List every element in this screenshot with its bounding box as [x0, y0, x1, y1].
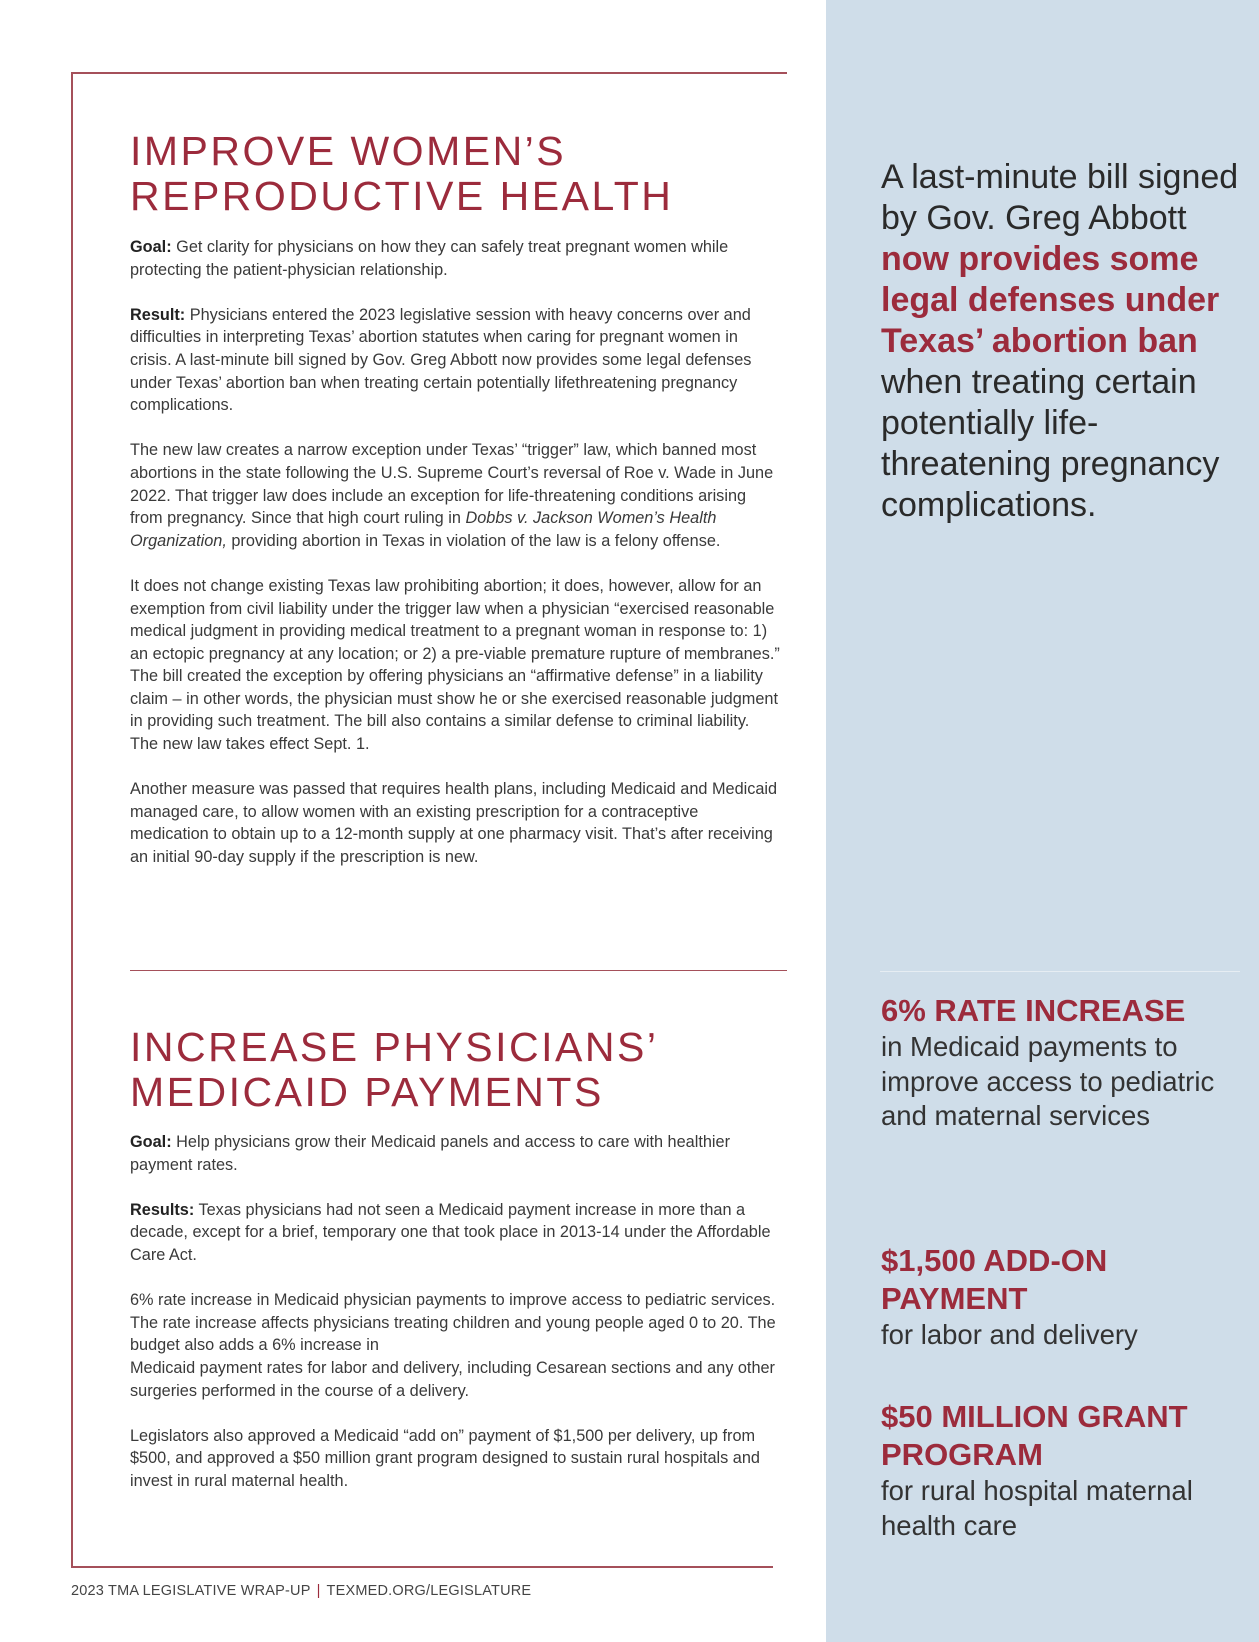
- section-title-womens-health: [130, 129, 673, 219]
- goal-paragraph: [130, 1131, 780, 1176]
- stat-caption: in Medicaid payments to improve access to pediatric and maternal services: [881, 1031, 1215, 1131]
- title-line: IMPROVE WOMEN’S: [130, 128, 567, 174]
- pull-quote: [881, 157, 1241, 526]
- section-body-womens-health: [130, 236, 780, 891]
- case-name: Dobbs v. Jackson Women’s Health Organization,: [130, 509, 717, 550]
- paragraph-text: 6% rate increase in Medicaid physician payments to improve access to pediatric services. The rate increase affects physicians treating children and young people aged 0 to 20. The budget also adds a 6% increase in: [130, 1291, 776, 1355]
- pull-quote-text: A last-minute bill signed by Gov. Greg Abbott: [881, 158, 1239, 237]
- frame-left-rule: [71, 72, 73, 1568]
- stat-headline: $50 MILLION GRANT PROGRAM: [881, 1399, 1188, 1472]
- body-paragraph: [130, 439, 780, 552]
- footer-url: TEXMED.ORG/LEGISLATURE: [326, 1583, 532, 1599]
- frame-bottom-rule: [71, 1566, 773, 1568]
- result-label: Result:: [130, 305, 186, 324]
- section-body-medicaid-payments: [130, 1131, 780, 1515]
- footer-publication: 2023 TMA LEGISLATIVE WRAP-UP: [71, 1583, 311, 1599]
- sidebar-divider: [880, 971, 1240, 972]
- paragraph-text: providing abortion in Texas in violation of the law is a felony offense.: [226, 531, 721, 550]
- stat-caption: for labor and delivery: [881, 1319, 1138, 1350]
- result-paragraph: [130, 1199, 780, 1267]
- footer-separator: |: [316, 1583, 321, 1599]
- title-line: INCREASE PHYSICIANS’: [130, 1024, 659, 1070]
- goal-label: Goal:: [130, 238, 172, 256]
- page-footer: [71, 1583, 531, 1599]
- paragraph-text: The new law creates a narrow exception under Texas’ “trigger” law, which banned most abortions in the state following the U.S. Supreme Court’s reversal of Roe v. Wade in June 2022. That trigger law does include an exception for life-threatening conditions arising from pregnancy. Since that high court ruling in: [130, 441, 774, 528]
- goal-paragraph: [130, 236, 780, 281]
- goal-text: Get clarity for physicians on how they can safely treat pregnant women while protecting the patient-physician relationship.: [130, 238, 729, 279]
- stat-headline: 6% RATE INCREASE: [881, 993, 1186, 1028]
- stat-grant-program: [881, 1398, 1241, 1543]
- stat-add-on-payment: [881, 1242, 1241, 1353]
- result-label: Results:: [130, 1200, 195, 1219]
- pull-quote-highlight: now provides some legal defenses under Texas’ abortion ban: [881, 240, 1220, 360]
- goal-text: Help physicians grow their Medicaid panels and access to care with healthier payment rates.: [130, 1133, 730, 1174]
- stat-rate-increase: [881, 992, 1241, 1134]
- body-paragraph: Legislators also approved a Medicaid “add on” payment of $1,500 per delivery, up from $500, and approved a $50 million grant program designed to sustain rural hospitals and invest in rural maternal health.: [130, 1426, 760, 1490]
- stat-caption: for rural hospital maternal health care: [881, 1475, 1193, 1541]
- body-paragraph: It does not change existing Texas law prohibiting abortion; it does, however, allow for an exemption from civil liability under the trigger law when a physician “exercised reasonable medical judgment in providing medical treatment to a pregnant woman in response to: 1) an ectopic pregnancy at any location; or 2) a pre-viable premature rupture of membranes.” The bill created the exception by offering physicians an “affirmative defense” in a liability claim – in other words, the physician must show he or she exercised reasonable judgment in providing such treatment. The bill also contains a similar defense to criminal liability. The new law takes effect Sept. 1.: [130, 576, 780, 754]
- title-line: REPRODUCTIVE HEALTH: [130, 173, 674, 219]
- body-paragraph: [130, 1289, 780, 1402]
- section-title-medicaid-payments: [130, 1025, 658, 1115]
- goal-label: Goal:: [130, 1133, 172, 1151]
- frame-top-rule: [71, 72, 787, 74]
- result-text: Texas physicians had not seen a Medicaid payment increase in more than a decade, except for a brief, temporary one that took place in 2013-14 under the Affordable Care Act.: [130, 1200, 771, 1264]
- result-text: Physicians entered the 2023 legislative session with heavy concerns over and difficulties in interpreting Texas’ abortion statutes when caring for pregnant women in crisis. A last-minute bill signed by Gov. Greg Abbott now provides some legal defenses under Texas’ abortion ban when treating certain potentially lifethreatening pregnancy complications.: [130, 305, 752, 415]
- title-line: MEDICAID PAYMENTS: [130, 1069, 604, 1115]
- section-divider: [130, 970, 787, 971]
- body-paragraph: Another measure was passed that requires health plans, including Medicaid and Medicaid managed care, to allow women with an existing prescription for a contraceptive medication to obtain up to a 12-month supply at one pharmacy visit. That’s after receiving an initial 90-day supply if the prescription is new.: [130, 780, 778, 867]
- paragraph-text: Medicaid payment rates for labor and delivery, including Cesarean sections and any other surgeries performed in the course of a delivery.: [130, 1358, 775, 1400]
- stat-headline: $1,500 ADD-ON PAYMENT: [881, 1243, 1108, 1316]
- result-paragraph: [130, 304, 780, 417]
- pull-quote-text: when treating certain potentially life-threatening pregnancy complications.: [881, 363, 1220, 524]
